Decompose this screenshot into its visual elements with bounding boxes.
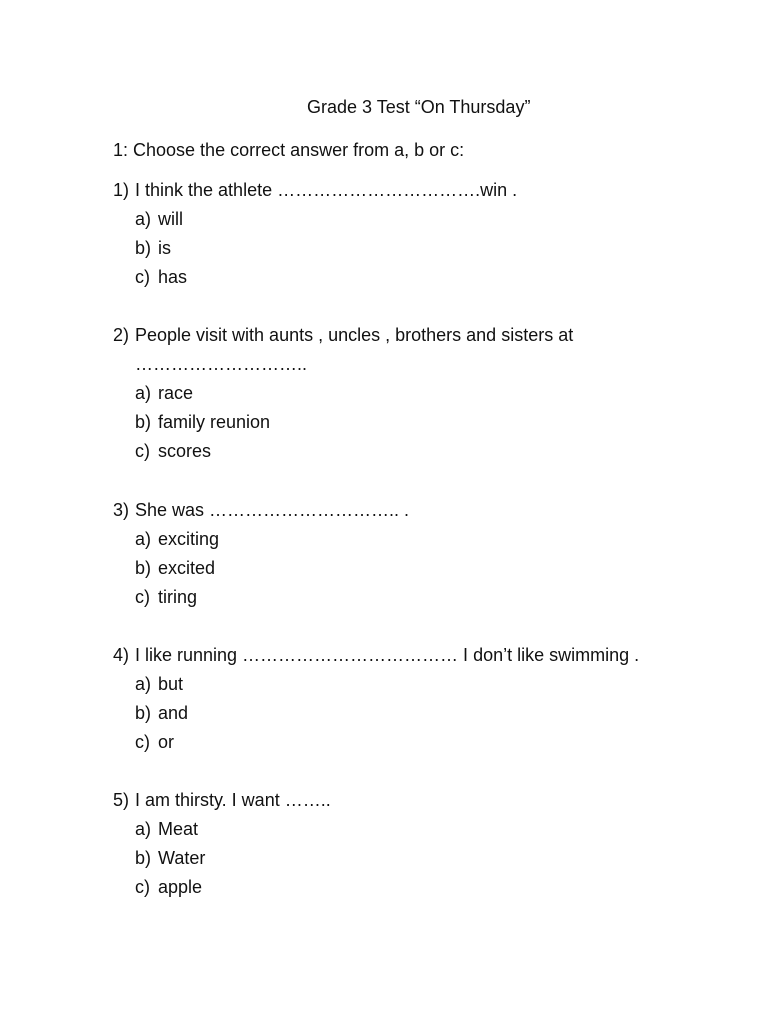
option-c bbox=[113, 873, 713, 902]
question-number: 1) bbox=[113, 180, 130, 200]
option-text: exciting bbox=[158, 529, 220, 549]
option-c bbox=[113, 437, 713, 466]
option-letter: c) bbox=[135, 877, 150, 897]
option-text: family reunion bbox=[158, 412, 271, 432]
option-letter: a) bbox=[135, 674, 152, 694]
option-text: has bbox=[158, 267, 188, 287]
option-b bbox=[113, 234, 713, 263]
question-2 bbox=[113, 321, 713, 466]
question-number: 3) bbox=[113, 500, 130, 520]
question-number: 4) bbox=[113, 645, 130, 665]
option-text: but bbox=[158, 674, 184, 694]
option-text: race bbox=[158, 383, 194, 403]
option-letter: a) bbox=[135, 209, 152, 229]
question-1 bbox=[113, 176, 713, 292]
option-letter: c) bbox=[135, 267, 150, 287]
instruction: 1: Choose the correct answer from a, b or c: bbox=[113, 140, 465, 160]
option-text: scores bbox=[158, 441, 212, 461]
option-letter: a) bbox=[135, 383, 152, 403]
option-text: tiring bbox=[158, 587, 198, 607]
page-title: Grade 3 Test “On Thursday” bbox=[307, 97, 531, 117]
option-a bbox=[113, 815, 713, 844]
question-text: People visit with aunts , uncles , brothers and sisters at bbox=[135, 325, 574, 345]
option-letter: b) bbox=[135, 703, 152, 723]
option-text: will bbox=[158, 209, 183, 229]
option-text: is bbox=[158, 238, 171, 258]
option-b bbox=[113, 554, 713, 583]
option-c bbox=[113, 583, 713, 612]
option-text: Water bbox=[158, 848, 206, 868]
option-a bbox=[113, 379, 713, 408]
question-4 bbox=[113, 641, 713, 757]
option-letter: b) bbox=[135, 848, 152, 868]
option-a bbox=[113, 525, 713, 554]
option-text: Meat bbox=[158, 819, 199, 839]
option-b bbox=[113, 699, 713, 728]
option-text: and bbox=[158, 703, 189, 723]
option-text: excited bbox=[158, 558, 216, 578]
question-text: She was ………………………….. . bbox=[135, 500, 410, 520]
question-continuation: ……………………….. bbox=[135, 354, 308, 374]
option-text: apple bbox=[158, 877, 203, 897]
option-text: or bbox=[158, 732, 175, 752]
question-number: 2) bbox=[113, 325, 130, 345]
option-letter: b) bbox=[135, 412, 152, 432]
option-letter: b) bbox=[135, 558, 152, 578]
question-5 bbox=[113, 786, 713, 902]
question-number: 5) bbox=[113, 790, 130, 810]
option-b bbox=[113, 408, 713, 437]
option-a bbox=[113, 670, 713, 699]
question-text: I like running ……………………………… I don’t like swimming . bbox=[135, 645, 640, 665]
option-a bbox=[113, 205, 713, 234]
question-text: I think the athlete …………………………….win . bbox=[135, 180, 518, 200]
option-letter: b) bbox=[135, 238, 152, 258]
option-letter: c) bbox=[135, 732, 150, 752]
option-letter: a) bbox=[135, 819, 152, 839]
option-c bbox=[113, 728, 713, 757]
question-3 bbox=[113, 496, 713, 612]
option-letter: c) bbox=[135, 441, 150, 461]
question-text: I am thirsty. I want …….. bbox=[135, 790, 331, 810]
option-letter: a) bbox=[135, 529, 152, 549]
option-c bbox=[113, 263, 713, 292]
option-b bbox=[113, 844, 713, 873]
option-letter: c) bbox=[135, 587, 150, 607]
